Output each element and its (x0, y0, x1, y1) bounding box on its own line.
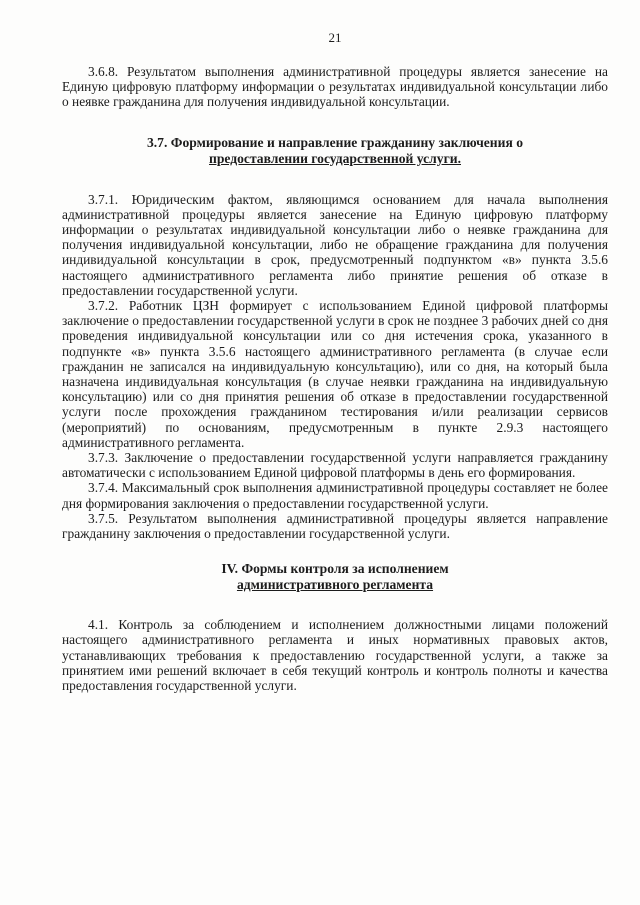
page-number: 21 (328, 30, 342, 45)
section-heading-iv (62, 561, 608, 593)
heading-iv-line-2: административного регламента (236, 577, 434, 593)
paragraph-3-7-4: 3.7.4. Максимальный срок выполнения административной процедуры составляет не более дня формирования заключения о предоставлении государственной услуги. (62, 480, 608, 511)
paragraph-3-7-1: 3.7.1. Юридическим фактом, являющимся основанием для начала выполнения административной процедуры является занесение на Единую цифровую платформу информации о результатах индивидуальной консультации либо о неявке гражданина для получения индивидуальной консультации, либо не обращение гражданина для получения индивидуальной консультации в срок, предусмотренный подпунктом «в» пункта 3.5.6 настоящего административного регламента либо принятие решения об отказе в предоставлении государственной услуги. (62, 191, 608, 298)
paragraph-3-6-8: 3.6.8. Результатом выполнения административной процедуры является занесение на Единую цифровую платформу информации о результатах индивидуальной консультации либо о неявке гражданина для получения индивидуальной консультации. (62, 64, 608, 110)
heading-iv-line-1: IV. Формы контроля за исполнением (221, 561, 449, 577)
section-heading-3-7 (62, 135, 608, 167)
paragraph-4-1: 4.1. Контроль за соблюдением и исполнением должностными лицами положений настоящего административного регламента и иных нормативных правовых актов, устанавливающих требования к предоставлению государственной услуги, а также за принятием ими решений включает в себя текущий контроль и контроль полноты и качества предоставления государственной услуги. (62, 617, 608, 694)
paragraph-3-7-5: 3.7.5. Результатом выполнения административной процедуры является направление гражданину заключения о предоставлении государственной услуги. (62, 510, 608, 542)
heading-3-7-line-2: предоставлении государственной услуги. (209, 150, 461, 166)
paragraph-3-7-3: 3.7.3. Заключение о предоставлении государственной услуги направляется гражданину автоматически с использованием Единой цифровой платформы в день его формирования. (62, 450, 608, 481)
paragraph-3-7-2: 3.7.2. Работник ЦЗН формирует с использованием Единой цифровой платформы заключение о предоставлении государственной услуги в срок не позднее 3 рабочих дней со дня проведения индивидуальной консультации или со дня истечения срока, указанного в подпункте «в» пункта 3.5.6 настоящего административного регламента (в случае если гражданин не записался на индивидуальную консультацию), или со дня, на который была назначена индивидуальная консультация (в случае неявки гражданина на индивидуальную консультацию) или со дня принятия решения об отказе в предоставлении государственной услуги после прохождения гражданином тестирования и/или реализации сервисов (мероприятий) по основаниям, предусмотренным в пункте 2.9.3 настоящего административного регламента. (62, 298, 608, 450)
heading-3-7-line-1: 3.7. Формирование и направление гражданину заключения о (146, 134, 523, 150)
